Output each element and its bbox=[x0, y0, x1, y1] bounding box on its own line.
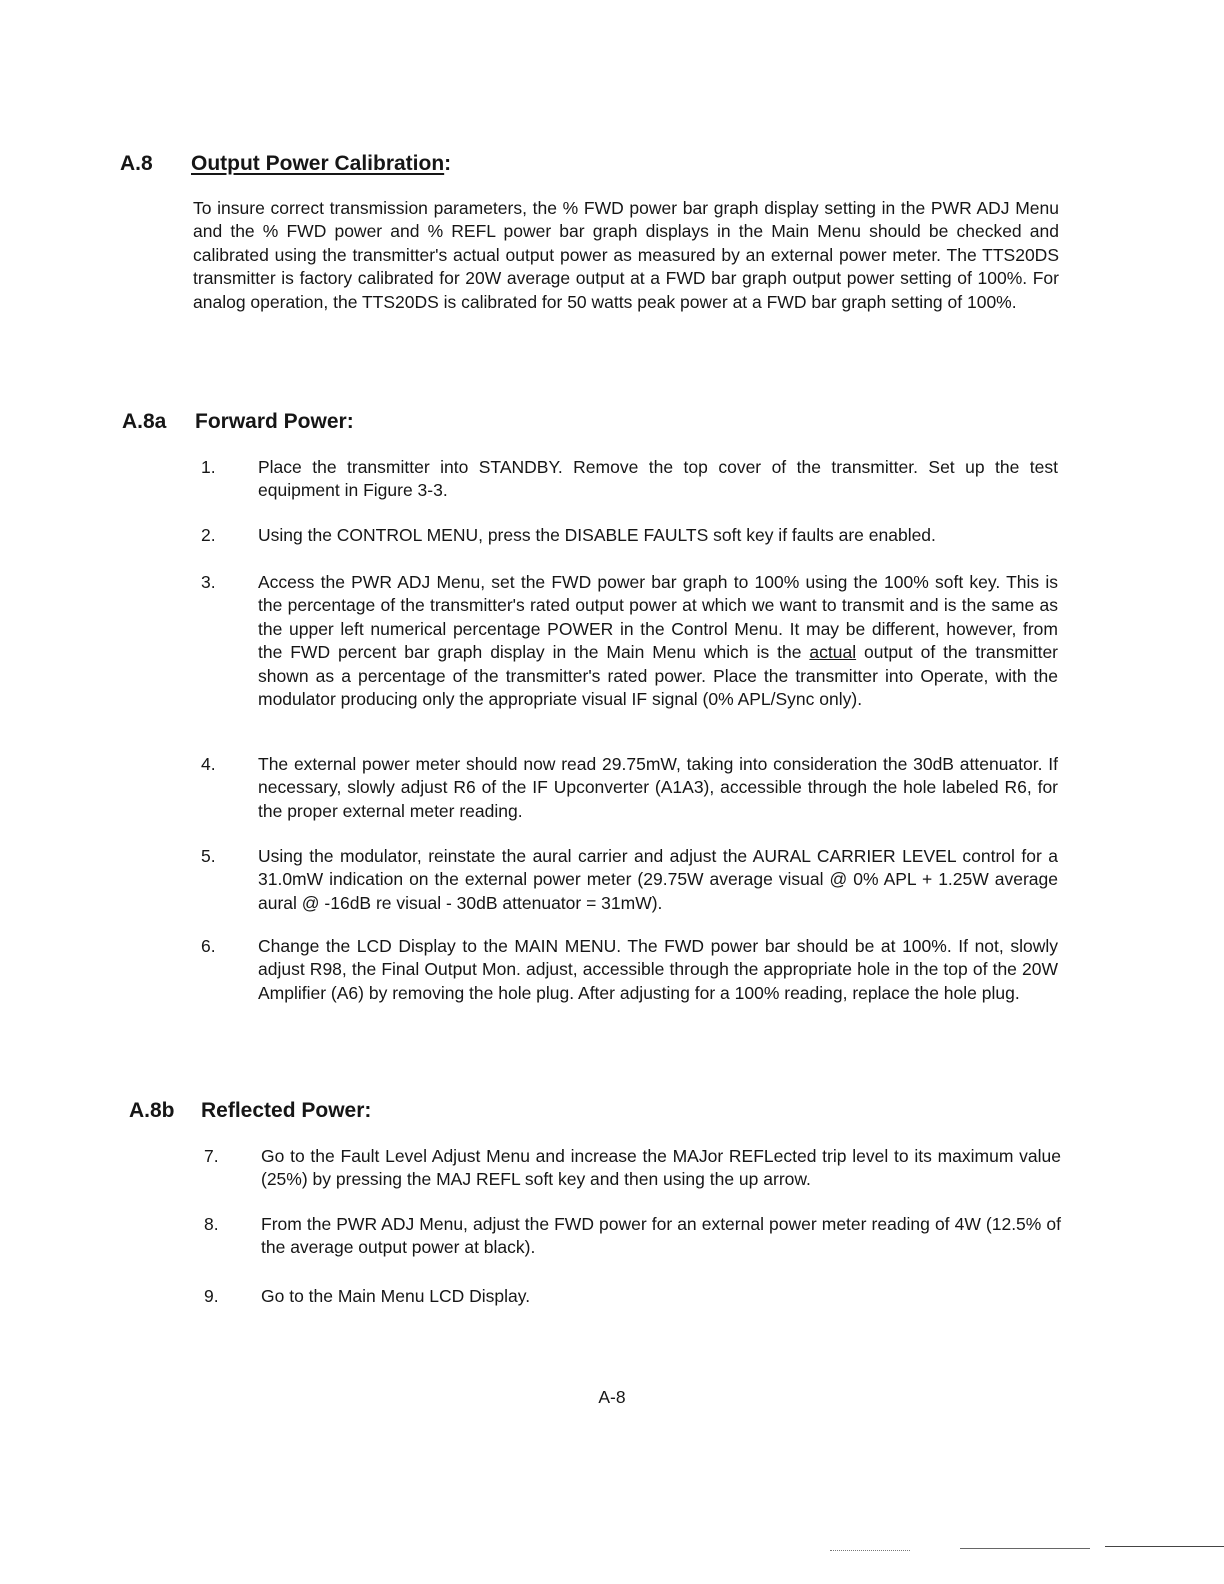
step-number: 7. bbox=[204, 1146, 219, 1166]
step-text: Go to the Fault Level Adjust Menu and increase the MAJor REFLected trip level to its maximum value (25%) by pressing the MAJ REFL soft key and then using the up arrow. bbox=[261, 1146, 1061, 1190]
step-number: 1. bbox=[201, 457, 216, 477]
step-text: Change the LCD Display to the MAIN MENU. The FWD power bar should be at 100%. If not, slowly adjust R98, the Final Output Mon. adjust, accessible through the appropriate hole in the top of the 20W Amplifier (A6) by removing the hole plug. After adjusting for a 100% reading, replace the hole plug. bbox=[258, 936, 1058, 1003]
step-text: Using the CONTROL MENU, press the DISABLE FAULTS soft key if faults are enabled. bbox=[258, 525, 936, 545]
step-number: 2. bbox=[201, 525, 216, 545]
step-text: Go to the Main Menu LCD Display. bbox=[261, 1286, 531, 1306]
step-text: From the PWR ADJ Menu, adjust the FWD power for an external power meter reading of 4W (12.5% of the average output power at black). bbox=[261, 1214, 1061, 1258]
intro-paragraph: To insure correct transmission parameters, the % FWD power bar graph display setting in the PWR ADJ Menu and the % FWD power and % REFL power bar graph displays in the Main Menu should be checked and calibrated using the transmitter's actual output power as measured by an external power meter. The TTS20DS transmitter is factory calibrated for 20W average output at a FWD bar graph output power setting of 100%. For analog operation, the TTS20DS is calibrated for 50 watts peak power at a FWD bar graph setting of 100%. bbox=[193, 198, 1059, 312]
emphasis-actual: actual bbox=[809, 642, 857, 663]
section-title: Output Power Calibration: bbox=[191, 152, 452, 175]
step-number: 6. bbox=[201, 936, 216, 956]
step-number: 5. bbox=[201, 846, 216, 866]
step-number: 3. bbox=[201, 572, 216, 592]
section-number: A.8b bbox=[129, 1099, 175, 1122]
section-title: Reflected Power: bbox=[201, 1099, 372, 1122]
step-number: 9. bbox=[204, 1286, 219, 1306]
step-text: Using the modulator, reinstate the aural carrier and adjust the AURAL CARRIER LEVEL control for a 31.0mW indication on the external power meter (29.75W average visual @ 0% APL + 1.25W average aural @ -16dB re visual - 30dB attenuator = 31mW). bbox=[258, 846, 1058, 913]
step-text: Place the transmitter into STANDBY. Remove the top cover of the transmitter. Set up the test equipment in Figure 3-3. bbox=[258, 457, 1058, 501]
section-number: A.8 bbox=[120, 152, 153, 175]
step-number: 4. bbox=[201, 754, 216, 774]
section-number: A.8a bbox=[122, 410, 167, 433]
scan-artifact bbox=[960, 1548, 1090, 1549]
page-number: A-8 bbox=[598, 1387, 626, 1407]
scan-artifact bbox=[830, 1550, 910, 1551]
step-number: 8. bbox=[204, 1214, 219, 1234]
scan-artifact bbox=[1105, 1546, 1224, 1547]
step-text: Access the PWR ADJ Menu, set the FWD power bar graph to 100% using the 100% soft key. This is the percentage of the transmitter's rated output power at which we want to transmit and is the same as the upper left numerical percentage POWER in the Control Menu. It may be different, however, from the FWD percent bar graph display in the Main Menu which is the actual output of the transmitter shown as a percentage of the transmitter's rated power. Place the transmitter into Operate, with the modulator producing only the appropriate visual IF signal (0% APL/Sync only). bbox=[258, 572, 1059, 710]
step-text: The external power meter should now read 29.75mW, taking into consideration the 30dB attenuator. If necessary, slowly adjust R6 of the IF Upconverter (A1A3), accessible through the hole labeled R6, for the proper external meter reading. bbox=[258, 754, 1058, 821]
section-title: Forward Power: bbox=[195, 410, 354, 433]
